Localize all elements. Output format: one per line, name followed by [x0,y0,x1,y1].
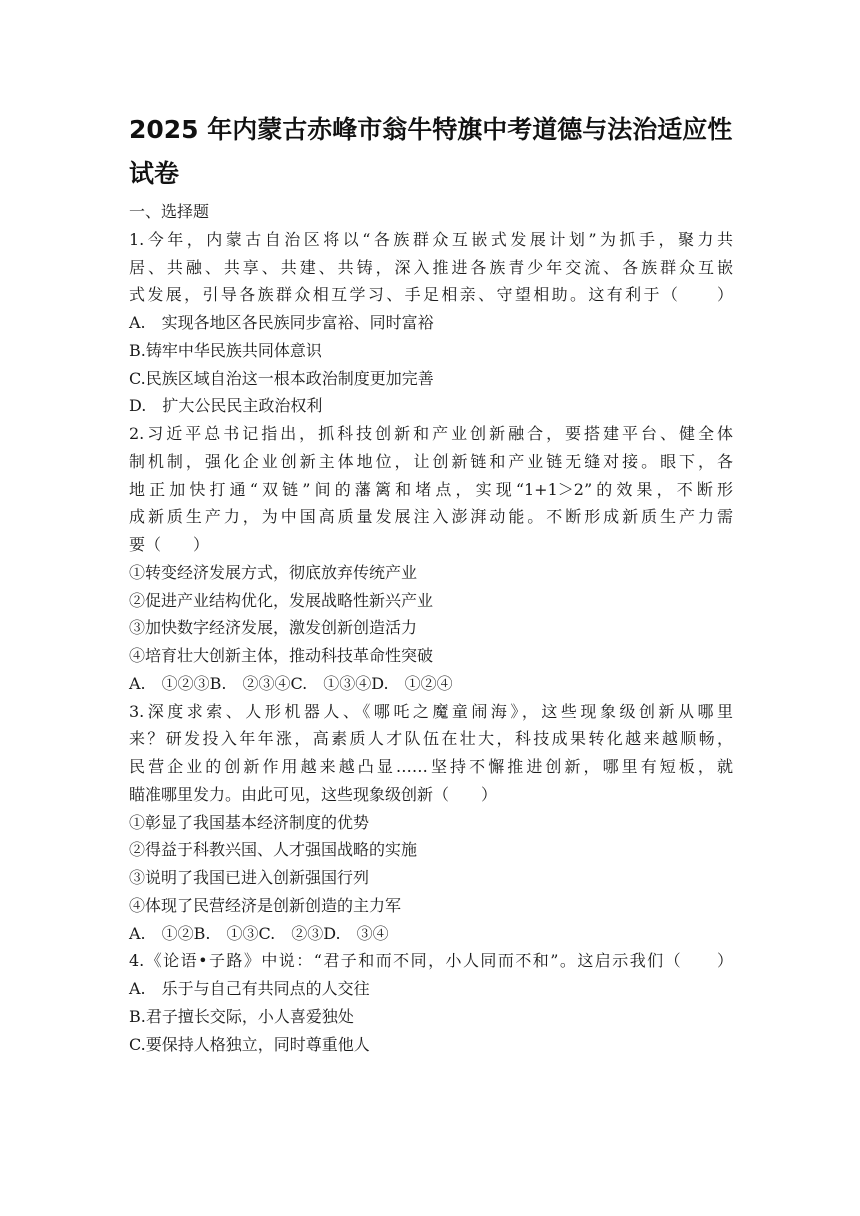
question-4-option-b: B.君子擅长交际，小人喜爱独处 [129,1006,354,1026]
question-2-stem-line: 2.习近平总书记指出，抓科技创新和产业创新融合，要搭建平台、健全体 [129,424,733,443]
question-1-stem-line: 式发展，引导各族群众相互学习、手足相亲、守望相助。这有利于（ ） [129,285,733,305]
question-1-option-a: A. 实现各地区各民族同步富裕、同时富裕 [129,313,434,332]
section-heading: 一、选择题 [129,202,210,221]
document-body [129,198,733,1058]
question-1-option-c: C.民族区域自治这一根本政治制度更加完善 [129,368,434,388]
question-2-stem-line: 要（ ） [129,535,210,554]
question-2-stem-line: 制机制，强化企业创新主体地位，让创新链和产业链无缝对接。眼下，各 [129,451,733,471]
question-3-statement-3: ③说明了我国已进入创新强国行列 [129,868,370,887]
question-3-statement-1: ①彰显了我国基本经济制度的优势 [129,812,370,832]
question-2-stem-line: 地正加快打通“双链”间的藩篱和堵点，实现“1+1＞2”的效果，不断形 [129,479,733,499]
question-3-stem-line: 瞄准哪里发力。由此可见，这些现象级创新（ ） [129,784,498,804]
question-2-options: A. ①②③B. ②③④C. ①③④D. ①②④ [129,673,453,693]
question-2-statement-4: ④培育壮大创新主体，推动科技革命性突破 [129,646,434,665]
question-3-stem-line: 来？研发投入年年涨，高素质人才队伍在壮大，科技成果转化越来越顺畅， [129,729,733,749]
title-line-2: 试卷 [129,159,180,188]
question-1-option-d: D. 扩大公民民主政治权利 [129,396,323,416]
question-3-stem-line: 民营企业的创新作用越来越凸显……坚持不懈推进创新，哪里有短板，就 [129,757,733,776]
question-3 [129,698,733,948]
question-2-statement-1: ①转变经济发展方式，彻底放弃传统产业 [129,562,418,582]
question-3-statement-4: ④体现了民营经济是创新创造的主力军 [129,895,402,915]
question-2-statement-2: ②促进产业结构优化，发展战略性新兴产业 [129,590,434,610]
question-3-options: A. ①②B. ①③C. ②③D. ③④ [129,923,389,943]
question-2 [129,420,733,698]
question-4-option-a: A. 乐于与自己有共同点的人交往 [129,979,370,998]
question-1-stem-line: 居、共融、共享、共建、共铸，深入推进各族青少年交流、各族群众互嵌 [129,257,733,277]
question-1-stem-line: 1.今年，内蒙古自治区将以“各族群众互嵌式发展计划”为抓手，聚力共 [129,229,733,249]
question-1-option-b: B.铸牢中华民族共同体意识 [129,340,322,360]
question-3-statement-2: ②得益于科教兴国、人才强国战略的实施 [129,840,418,860]
question-2-statement-3: ③加快数字经济发展，激发创新创造活力 [129,618,418,638]
question-3-stem-line: 3.深度求索、人形机器人、《哪吒之魔童闹海》，这些现象级创新从哪里 [129,701,733,721]
question-4-option-c: C.要保持人格独立，同时尊重他人 [129,1034,370,1054]
question-2-stem-line: 成新质生产力，为中国高质量发展注入澎湃动能。不断形成新质生产力需 [129,507,733,527]
question-1 [129,226,733,420]
title-line-1: 2025 年内蒙古赤峰市翁牛特旗中考道德与法治适应性 [129,115,733,144]
question-4 [129,947,733,1058]
question-4-stem-line: 4.《论语•子路》中说：“君子和而不同，小人同而不和”。这启示我们（ ） [129,951,733,971]
document-title [129,108,749,196]
